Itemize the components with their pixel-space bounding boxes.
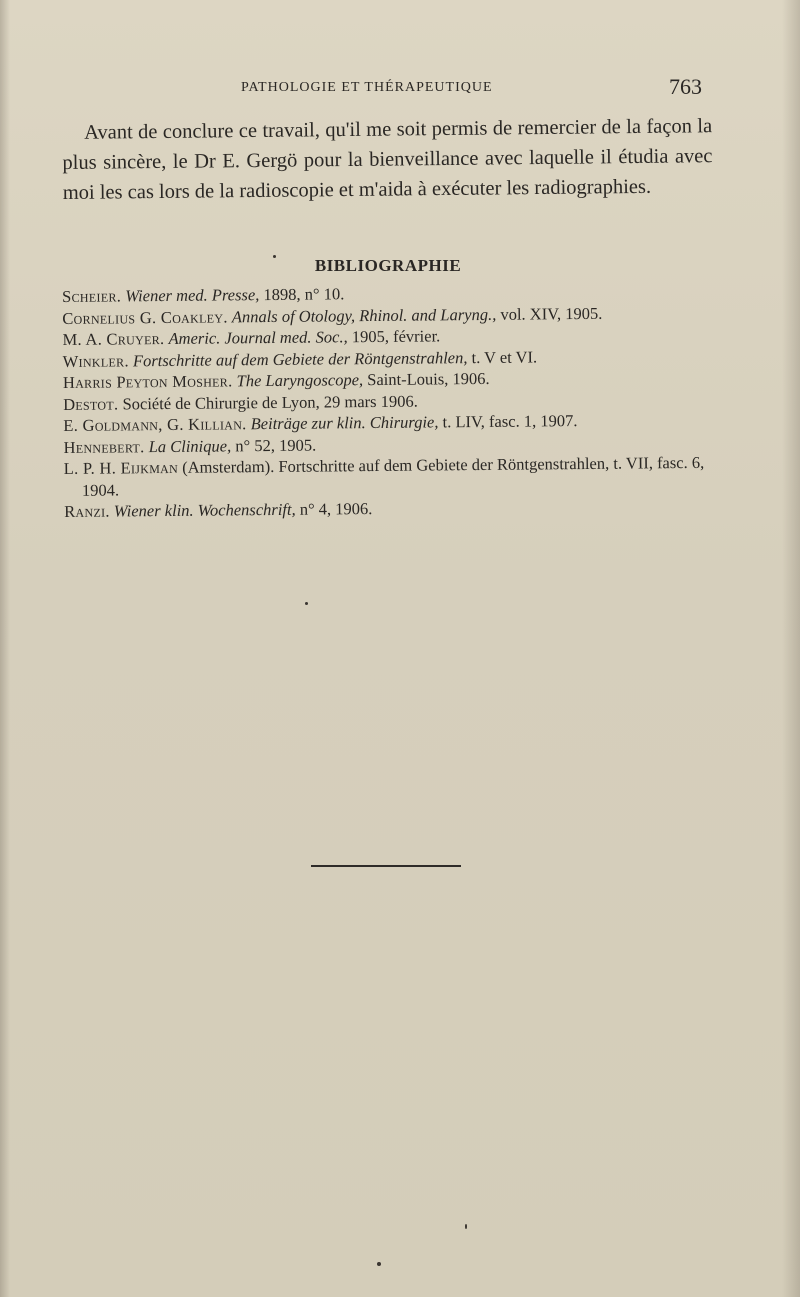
entry-author: M. A. Cruyer. [62, 329, 165, 349]
entry-author: Harris Peyton Mosher. [62, 371, 233, 392]
entry-details: n° 52, 1905. [231, 435, 317, 455]
running-title: PATHOLOGIE ET THÉRAPEUTIQUE [241, 80, 493, 95]
section-end-rule [311, 865, 461, 867]
bibliography-entry [64, 452, 714, 501]
entry-author: Cornelius G. Coakley. [62, 306, 228, 328]
paper-speck [377, 1262, 381, 1266]
bibliography-heading [0, 256, 800, 276]
entry-author: Hennebert. [63, 436, 145, 457]
entry-title: Fortschritte auf dem Gebiete der Röntgenstrahlen, [132, 347, 468, 370]
entry-author: E. Goldmann, G. Killian. [63, 414, 247, 435]
entry-details: vol. XIV, 1905. [496, 303, 603, 324]
paper-speck [273, 255, 276, 258]
entry-title: The Laryngoscope, [236, 370, 364, 391]
entry-title: Americ. Journal med. Soc., [168, 327, 348, 348]
entry-details: t. V et VI. [467, 346, 538, 367]
entry-author: Scheier. [62, 286, 122, 306]
page-right-shadow [782, 0, 800, 1297]
bibliography-heading-text: BIBLIOGRAPHIE [314, 256, 462, 275]
entry-details: t. LIV, fasc. 1, 1907. [438, 411, 578, 432]
paper-speck [465, 1224, 467, 1229]
paper-speck [305, 602, 308, 605]
entry-details: 1898, n° 10. [259, 284, 345, 305]
entry-details: Société de Chirurgie de Lyon, 29 mars 1906. [122, 391, 418, 413]
entry-details: (Amsterdam). Fortschritte auf dem Gebiete der Röntgenstrahlen, t. VII, fasc. 6, 1904. [81, 452, 705, 500]
acknowledgement-paragraph: Avant de conclure ce travail, qu'il me soit permis de remercier de la façon la plus sincère, le Dr E. Gergö pour la bienveillance avec laquelle il étudia avec moi les cas lors de la radioscopie et m'aida à exécuter les radiographies. [62, 115, 713, 204]
entry-author: Ranzi. [64, 501, 110, 521]
entry-author: L. P. H. Eijkman [63, 457, 179, 478]
entry-title: Wiener med. Presse, [125, 285, 260, 306]
entry-title: Annals of Otology, Rhinol. and Laryng., [231, 304, 497, 326]
page-number: 763 [669, 74, 702, 99]
entry-author: Destot. [63, 393, 119, 414]
entry-title: Beiträge zur klin. Chirurgie, [250, 412, 439, 434]
entry-details: Saint-Louis, 1906. [363, 368, 490, 390]
entry-details: n° 4, 1906. [295, 499, 373, 519]
entry-details: 1905, février. [347, 326, 441, 347]
bibliography-list [62, 280, 714, 523]
running-head [0, 74, 800, 104]
entry-author: Winkler. [62, 350, 129, 371]
entry-title: La Clinique, [148, 435, 232, 456]
page-left-shadow [0, 0, 10, 1297]
entry-title: Wiener klin. Wochenschrift, [113, 499, 296, 521]
